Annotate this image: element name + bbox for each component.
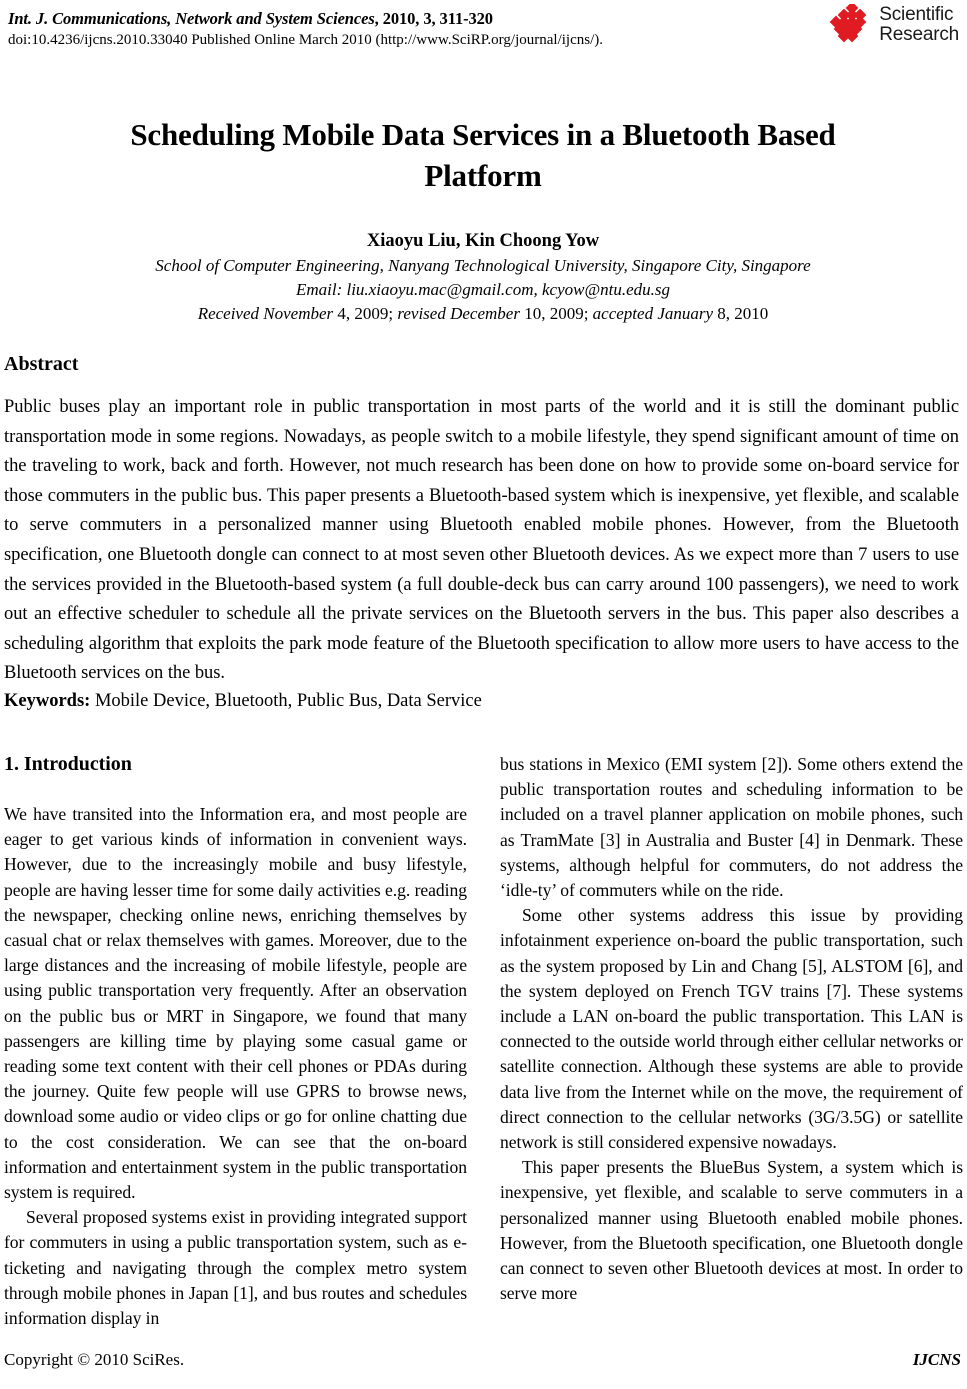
abstract-text: Public buses play an important role in public transportation in most parts of the world and it is still the dominant public transportation mode in some regions. Nowadays, as people switch to a mobile lifestyle, they spend significant amount of time on the traveling to work, back and forth. However, not much research has been done on how to provide some on-board service for those commuters in the public bus. This paper presents a Bluetooth-based system which is inexpensive, yet flexible, and scalable to serve commuters in a personalized manner using Bluetooth enabled mobile phones. However, from the Bluetooth specification, one Bluetooth dongle can connect to at most seven other Bluetooth devices. As we expect more than 7 users to use the services provided in the Bluetooth-based system (a full double-deck bus can carry around 100 passengers), we need to work out an effective scheduler to schedule all the private services on the Bluetooth servers in the bus. This paper also describes a scheduling algorithm that exploits the park mode feature of the Bluetooth specification to allow more users to have access to the Bluetooth services on the bus. — [4, 397, 959, 684]
copyright-notice: Copyright © 2010 SciRes. — [4, 1350, 185, 1369]
date-revised-label: revised December — [397, 304, 520, 323]
paragraph: This paper presents the BlueBus System, a system which is inexpensive, yet flexible, and scalable to serve commuters in a personalized manner using Bluetooth enabled mobile phones. However, from the Bluetooth specification, one Bluetooth dongle can connect to seven other Bluetooth devices at most. In order to serve more — [500, 1157, 963, 1304]
paragraph: Some other systems address this issue by providing infotainment experience on-board the public transportation, such as the system proposed by Lin and Chang [5], ALSTOM [6], and the system deployed on French TGV trains [7]. These systems include a LAN on-board the public transportation. This LAN is connected to the outside world through either cellular networks or satellite connection. Although these systems are able to provide data live from the Internet while on the move, the requirement of direct connection to the cellular networks (3G/3.5G) or satellite network is still considered expensive nowadays. — [500, 905, 963, 1153]
date-received-label: Received November — [197, 304, 334, 323]
abstract-heading: Abstract — [4, 353, 79, 375]
author-block — [63, 228, 903, 326]
article-history-dates — [63, 302, 903, 326]
journal-name: Int. J. Communications, Network and System Sciences — [8, 9, 375, 28]
page-footer — [4, 1349, 961, 1371]
affiliation-school: School of Computer Engineering — [155, 256, 380, 275]
running-head — [8, 9, 828, 50]
journal-abbreviation: IJCNS — [912, 1350, 961, 1369]
date-accepted-value: 8, 2010 — [713, 304, 769, 323]
keywords-label: Keywords: — [4, 691, 91, 711]
publisher-name-line2: Research — [879, 24, 959, 45]
journal-citation-line — [8, 9, 828, 29]
keywords-line — [4, 688, 959, 714]
publisher-name-line1: Scientific — [879, 4, 954, 25]
paragraph: bus stations in Mexico (EMI system [2]). Some others extend the public transportation routes and scheduling information to be included on a travel planner application on mobile phones, such as TramMate [3] in Australia and Buster [4] in Denmark. These systems, although helpful for commuters, do not address the ‘idle-ty’ of commuters while on the ride. — [500, 754, 963, 901]
doi-line: doi:10.4236/ijcns.2010.33040 Published Online March 2010 (http://www.SciRP.org/journal/ijcns/). — [8, 32, 603, 48]
author-email-line — [63, 278, 903, 302]
date-received-value: 4, 2009; — [333, 304, 398, 323]
date-revised-value: 10, 2009; — [519, 304, 593, 323]
paragraph: Several proposed systems exist in providing integrated support for commuters in using a public transportation system, such as e-ticketing and navigating through the complex metro system through mobile phones in Japan [1], and bus routes and schedules information display in — [4, 1207, 467, 1329]
author-affiliation — [63, 254, 903, 278]
keywords-values: Mobile Device, Bluetooth, Public Bus, Data Service — [90, 691, 482, 711]
author-names: Xiaoyu Liu, Kin Choong Yow — [366, 231, 600, 251]
paragraph: We have transited into the Information era, and most people are eager to get various kinds of information in convenient ways. However, due to the increasingly mobile and busy lifestyle, people are having lesser time for some daily activities e.g. reading the newspaper, checking online news, enriching themselves by casual chat or relax themselves with games. Moreover, due to the large distances and the increasing of mobile lifestyle, people are using public transportation very frequently. After an observation on the public bus or MRT in Singapore, we found that many passengers are killing time by playing some casual game or reading some text content with their cell phones or PDAs during the journey. Quite few people will use GPRS to browse news, download some audio or video clips or go for online chatting due to the cost consideration. We can see that the on-board information and entertainment system in the public transportation system is required. — [4, 804, 467, 1203]
left-column — [4, 752, 467, 1329]
scientific-research-diamond-icon — [829, 4, 873, 46]
email-addresses[interactable]: : liu.xiaoyu.mac@gmail.com, kcyow@ntu.edu.sg — [336, 280, 671, 299]
affiliation-location: , Singapore City, Singapore — [623, 256, 811, 275]
affiliation-university: , Nanyang Technological University — [379, 256, 624, 275]
body-columns — [4, 752, 963, 1329]
page-title: Scheduling Mobile Data Services in a Bluetooth Based Platform — [130, 116, 836, 193]
date-accepted-label: accepted January — [592, 304, 714, 323]
publisher-logo — [829, 4, 959, 46]
email-label: Email — [295, 280, 337, 299]
journal-volume-pages: , 2010, 3, 311-320 — [374, 9, 493, 28]
right-column — [500, 752, 963, 1312]
section-heading-introduction: 1. Introduction — [4, 753, 132, 775]
publisher-name — [879, 5, 959, 45]
